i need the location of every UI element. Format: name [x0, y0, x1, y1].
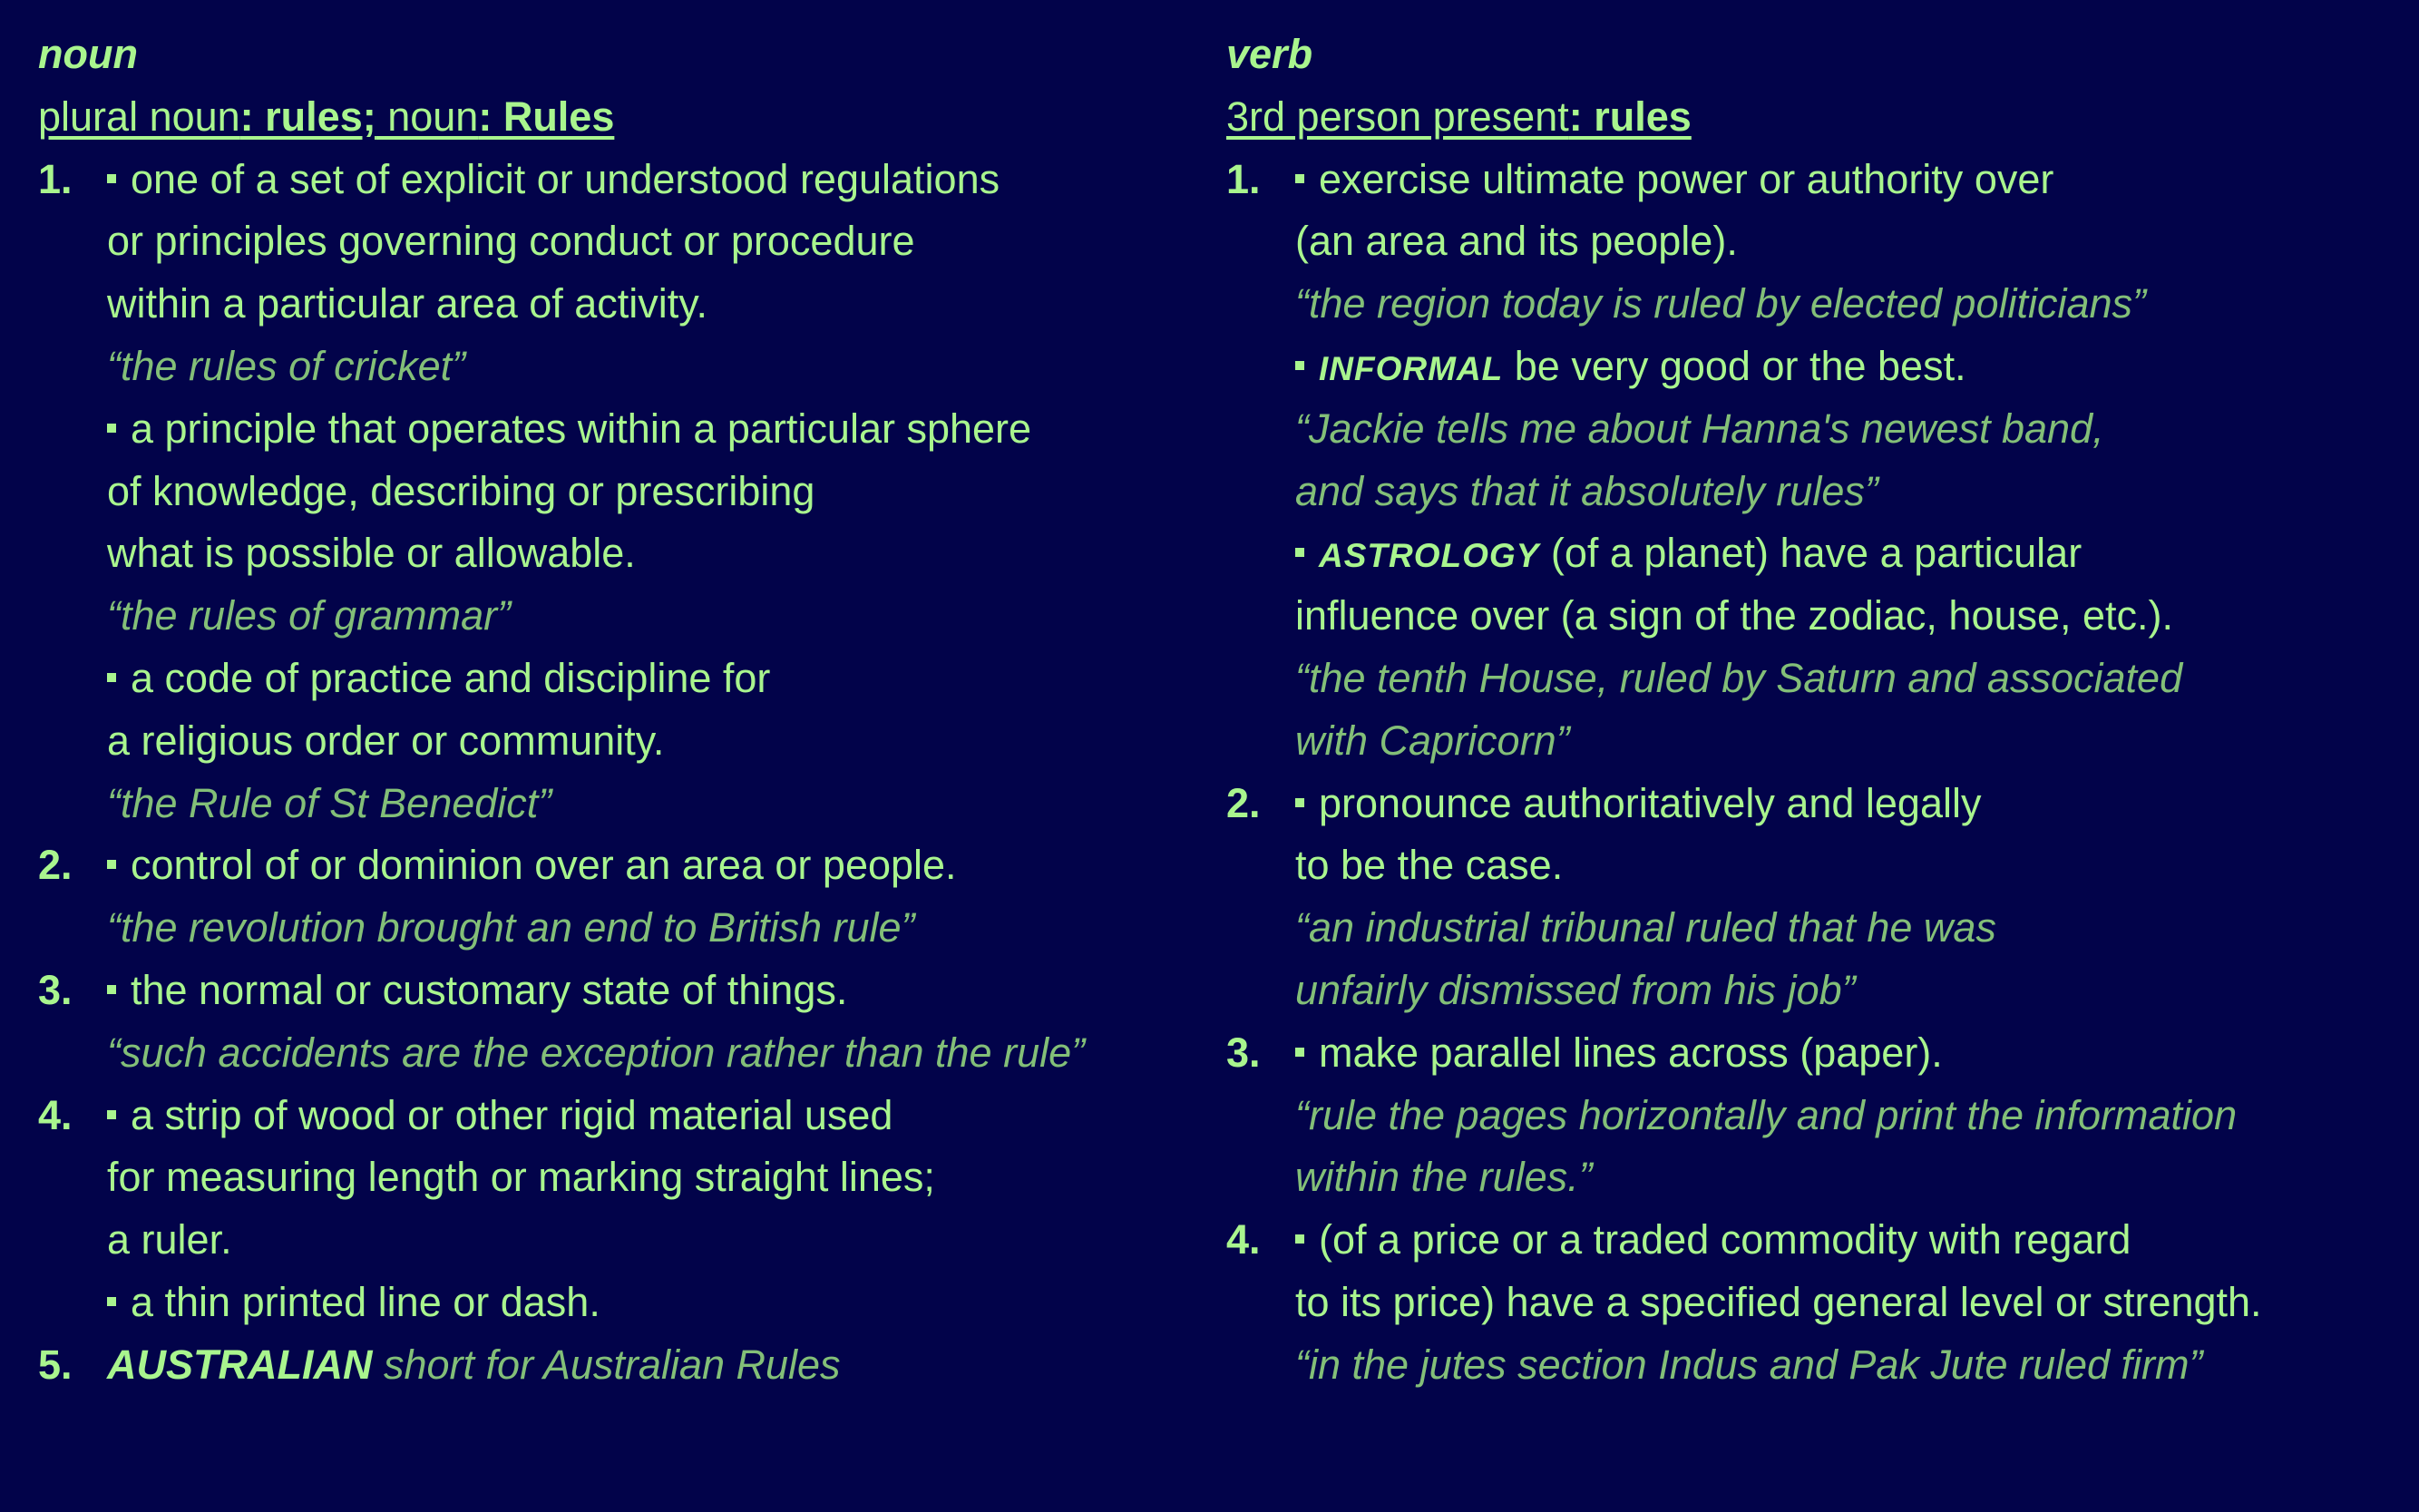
example-text: “an industrial tribunal ruled that he was	[1295, 904, 1996, 951]
sense-line	[38, 1334, 1199, 1397]
form-label: plural noun	[38, 93, 240, 140]
definition-line	[38, 1146, 1199, 1209]
line-text	[1295, 273, 2146, 336]
definition-line	[1226, 834, 2396, 897]
form-value: : rules;	[239, 93, 376, 140]
example-line	[1226, 710, 2396, 773]
definition-text: to be the case.	[1295, 842, 1564, 889]
definition-text: (of a price or a traded commodity with regard	[1319, 1216, 2131, 1263]
usage-tag: INFORMAL	[1319, 349, 1504, 387]
form-label: noun	[376, 93, 479, 140]
line-text	[1295, 210, 1738, 273]
example-line	[1226, 1334, 2396, 1397]
example-text: “the tenth House, ruled by Saturn and associated	[1295, 654, 2183, 701]
bullet-marker	[107, 174, 116, 183]
line-text	[1295, 1272, 2262, 1334]
definition-line	[38, 398, 1199, 461]
noun-forms	[38, 86, 1199, 149]
example-line	[38, 585, 1199, 648]
usage-tag: ASTROLOGY	[1319, 537, 1540, 575]
line-text	[1295, 398, 2104, 461]
definition-line	[1226, 336, 2396, 398]
definition-text: a religious order or community.	[107, 717, 665, 764]
example-text: “the Rule of St Benedict”	[107, 779, 552, 826]
line-text	[1295, 336, 1966, 401]
line-text	[107, 960, 847, 1022]
definition-text: a strip of wood or other rigid material used	[131, 1091, 893, 1138]
bullet-marker	[1295, 548, 1304, 557]
definition-text: or principles governing conduct or procedure	[107, 218, 915, 265]
bullet-marker	[107, 1110, 116, 1119]
example-line	[1226, 648, 2396, 710]
line-text	[107, 273, 707, 336]
example-text: unfairly dismissed from his job”	[1295, 966, 1856, 1013]
sense-number: 3.	[1226, 1029, 1261, 1076]
definition-text: be very good or the best.	[1514, 342, 1966, 389]
example-line	[38, 773, 1199, 835]
definition-line	[1226, 585, 2396, 648]
example-line	[38, 336, 1199, 398]
sense-number: 3.	[38, 966, 73, 1013]
definition-line	[38, 1085, 1199, 1147]
definition-line	[38, 710, 1199, 773]
definition-text: (of a planet) have a particular	[1550, 530, 2082, 577]
definition-text: control of or dominion over an area or people.	[131, 842, 957, 889]
example-text: “Jackie tells me about Hanna's newest band,	[1295, 405, 2104, 452]
line-text	[1295, 960, 1856, 1022]
definition-line	[38, 1209, 1199, 1272]
example-text: “rule the pages horizontally and print the information	[1295, 1091, 2238, 1138]
definition-line	[38, 834, 1199, 897]
line-text	[107, 149, 1000, 211]
line-text	[107, 1272, 600, 1334]
inflection-forms	[1226, 93, 1692, 140]
example-text: “the rules of cricket”	[107, 342, 466, 389]
bullet-marker	[107, 673, 116, 682]
line-text	[107, 710, 664, 773]
bullet-marker	[1295, 174, 1304, 183]
example-line	[1226, 960, 2396, 1022]
definition-text: influence over (a sign of the zodiac, house, etc.).	[1295, 592, 2174, 639]
line-text	[107, 336, 465, 398]
example-line	[1226, 398, 2396, 461]
line-text	[107, 773, 551, 835]
line-text	[1295, 897, 1996, 960]
definition-line	[1226, 1209, 2396, 1272]
line-text	[107, 461, 814, 523]
line-text	[1295, 1334, 2203, 1397]
verb-forms	[1226, 86, 2396, 149]
example-text: within the rules.”	[1295, 1154, 1593, 1201]
example-text: “the revolution brought an end to British rule”	[107, 904, 915, 951]
form-label: 3rd person present	[1226, 93, 1569, 140]
definition-line	[1226, 522, 2396, 585]
definition-text: pronounce authoritatively and legally	[1319, 779, 1982, 826]
definition-text: within a particular area of activity.	[107, 280, 707, 327]
line-text	[107, 1334, 841, 1397]
definition-text: the normal or customary state of things.	[131, 966, 848, 1013]
line-text	[1295, 461, 1878, 523]
line-text	[1295, 773, 1981, 835]
sense-number: 5.	[38, 1341, 73, 1388]
region-label: AUSTRALIAN	[107, 1341, 373, 1388]
definition-text: a code of practice and discipline for	[131, 654, 771, 701]
line-text	[1295, 834, 1563, 897]
definition-line	[1226, 210, 2396, 273]
definition-line	[38, 960, 1199, 1022]
line-text	[107, 1022, 1085, 1085]
example-line	[38, 897, 1199, 960]
line-text	[107, 398, 1031, 461]
definition-text: to its price) have a specified general level or strength.	[1295, 1278, 2262, 1325]
line-text	[107, 1146, 935, 1209]
example-text: “the rules of grammar”	[107, 592, 512, 639]
line-text	[1295, 1085, 2237, 1147]
line-text	[107, 522, 636, 585]
line-text	[1295, 648, 2182, 710]
line-text	[1295, 1146, 1593, 1209]
definition-text: a principle that operates within a particular sphere	[131, 405, 1032, 452]
sense-number: 2.	[38, 842, 73, 889]
line-text	[107, 1085, 892, 1147]
definition-text: (an area and its people).	[1295, 218, 1738, 265]
sense-number: 1.	[38, 155, 73, 202]
example-line	[1226, 897, 2396, 960]
definition-text: exercise ultimate power or authority over	[1319, 155, 2054, 202]
definition-text: a thin printed line or dash.	[131, 1278, 600, 1325]
example-line	[38, 1022, 1199, 1085]
bullet-marker	[1295, 1048, 1304, 1057]
example-line	[1226, 1085, 2396, 1147]
definition-line	[1226, 1022, 2396, 1085]
bullet-marker	[1295, 1234, 1304, 1244]
definition-line	[38, 210, 1199, 273]
definition-text: a ruler.	[107, 1216, 232, 1263]
line-text	[107, 585, 511, 648]
line-text	[107, 834, 957, 897]
definition-line	[38, 648, 1199, 710]
inflection-forms	[38, 93, 614, 140]
example-line	[1226, 461, 2396, 523]
bullet-marker	[107, 860, 116, 869]
line-text	[1295, 710, 1570, 773]
definition-text: what is possible or allowable.	[107, 530, 636, 577]
verb-column	[1226, 24, 2396, 1397]
line-text	[107, 1209, 232, 1272]
line-text	[1295, 1209, 2131, 1272]
sense-number: 2.	[1226, 779, 1261, 826]
definition-line	[1226, 773, 2396, 835]
line-text	[1295, 522, 2082, 588]
example-text: “the region today is ruled by elected politicians”	[1295, 280, 2147, 327]
sense-number: 1.	[1226, 155, 1261, 202]
definition-line	[38, 1272, 1199, 1334]
definition-line	[38, 522, 1199, 585]
definition-text: for measuring length or marking straight lines;	[107, 1154, 935, 1201]
definition-line	[1226, 149, 2396, 211]
line-text	[1295, 585, 2173, 648]
example-line	[1226, 1146, 2396, 1209]
bullet-marker	[107, 1297, 116, 1306]
example-text: “such accidents are the exception rather than the rule”	[107, 1029, 1086, 1076]
definition-text: one of a set of explicit or understood regulations	[131, 155, 1000, 202]
form-value: : rules	[1568, 93, 1692, 140]
sense-number: 4.	[38, 1091, 73, 1138]
sense-text: short for Australian Rules	[384, 1341, 841, 1388]
sense-number: 4.	[1226, 1216, 1261, 1263]
definition-text: of knowledge, describing or prescribing	[107, 467, 815, 514]
example-line	[1226, 273, 2396, 336]
line-text	[107, 897, 915, 960]
bullet-marker	[107, 424, 116, 433]
definition-line	[1226, 1272, 2396, 1334]
example-text: and says that it absolutely rules”	[1295, 467, 1878, 514]
noun-heading: noun	[38, 31, 138, 77]
line-text	[107, 210, 915, 273]
definition-line	[38, 149, 1199, 211]
line-text	[1295, 1022, 1943, 1085]
line-text	[1295, 149, 2053, 211]
verb-heading: verb	[1226, 31, 1313, 77]
definition-line	[38, 461, 1199, 523]
bullet-marker	[1295, 361, 1304, 370]
noun-column	[38, 24, 1199, 1397]
definition-text: make parallel lines across (paper).	[1319, 1029, 1943, 1076]
bullet-marker	[1295, 798, 1304, 807]
definition-line	[38, 273, 1199, 336]
form-value: : Rules	[478, 93, 615, 140]
bullet-marker	[107, 985, 116, 994]
line-text	[107, 648, 770, 710]
example-text: “in the jutes section Indus and Pak Jute ruled firm”	[1295, 1341, 2203, 1388]
example-text: with Capricorn”	[1295, 717, 1570, 764]
